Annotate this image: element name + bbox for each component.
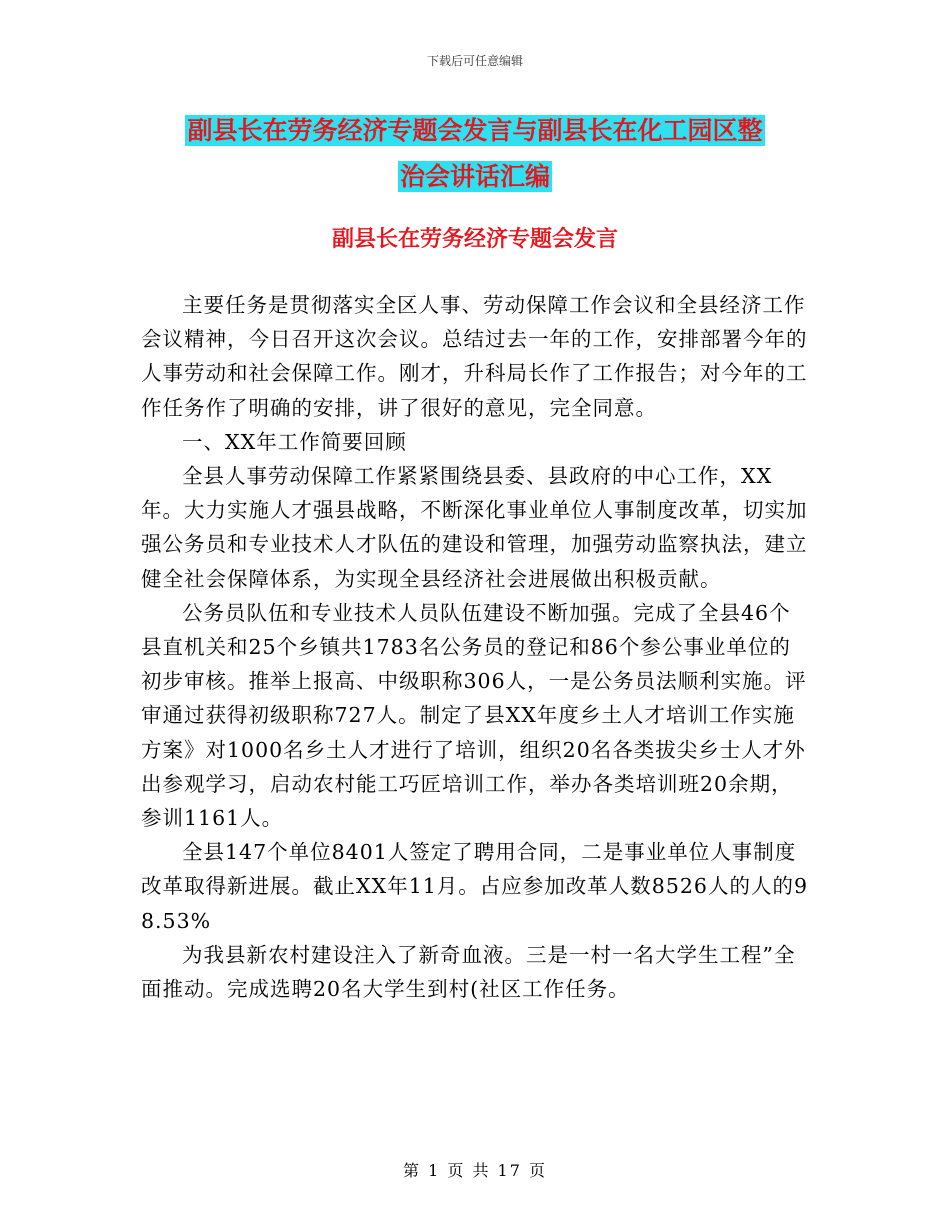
paragraph: 为我县新农村建设注入了新奇血液。三是一村一名大学生工程”全面推动。完成选聘20名大学生到村(社区工作任务。 (141, 942, 796, 1002)
paragraph: 公务员队伍和专业技术人员队伍建设不断加强。完成了全县46个县直机关和25个乡镇共1783名公务员的登记和86个参公事业单位的初步审核。推举上报高、中级职称306人，一是公务员法顺利实施。评审通过获得初级职称727人。制定了县XX年度乡土人才培训工作实施方案》对1000名乡土人才进行了培训，组织20名各类拔尖乡士人才外出参观学习，启动农村能工巧匠培训工作，举办各类培训班20余期，参训1161人。 (141, 600, 807, 831)
paragraph: 主要任务是贯彻落实全区人事、劳动保障工作会议和全县经济工作会议精神，今日召开这次会议。总结过去一年的工作，安排部署今年的人事劳动和社会保障工作。刚才，升科局长作了工作报告；对今年的工作任务作了明确的安排，讲了很好的意见，完全同意。 (141, 293, 808, 420)
document-body (141, 288, 811, 1006)
paragraph: 全县147个单位8401人签定了聘用合同，二是事业单位人事制度改革取得新进展。截止XX年11月。占应参加改革人数8526人的人的98.53% (141, 840, 808, 933)
document-title (140, 108, 810, 200)
page-number: 第 1 页 共 17 页 (403, 1161, 547, 1180)
page-header-note: 下载后可任意编辑 (426, 54, 523, 68)
paragraph: 全县人事劳动保障工作紧紧围绕县委、县政府的中心工作，XX年。大力实施人才强县战略，不断深化事业单位人事制度改革，切实加强公务员和专业技术人才队伍的建设和管理，加强劳动监察执法，建立健全社会保障体系，为实现全县经济社会进展做出积极贡献。 (141, 464, 808, 591)
document-title-line-1: 副县长在劳务经济专题会发言与副县长在化工园区整 (187, 116, 763, 145)
paragraph-heading: 一、XX年工作简要回顾 (182, 429, 407, 454)
document-title-line-2: 治会讲话汇编 (399, 162, 550, 191)
section-title: 副县长在劳务经济专题会发言 (331, 226, 618, 252)
